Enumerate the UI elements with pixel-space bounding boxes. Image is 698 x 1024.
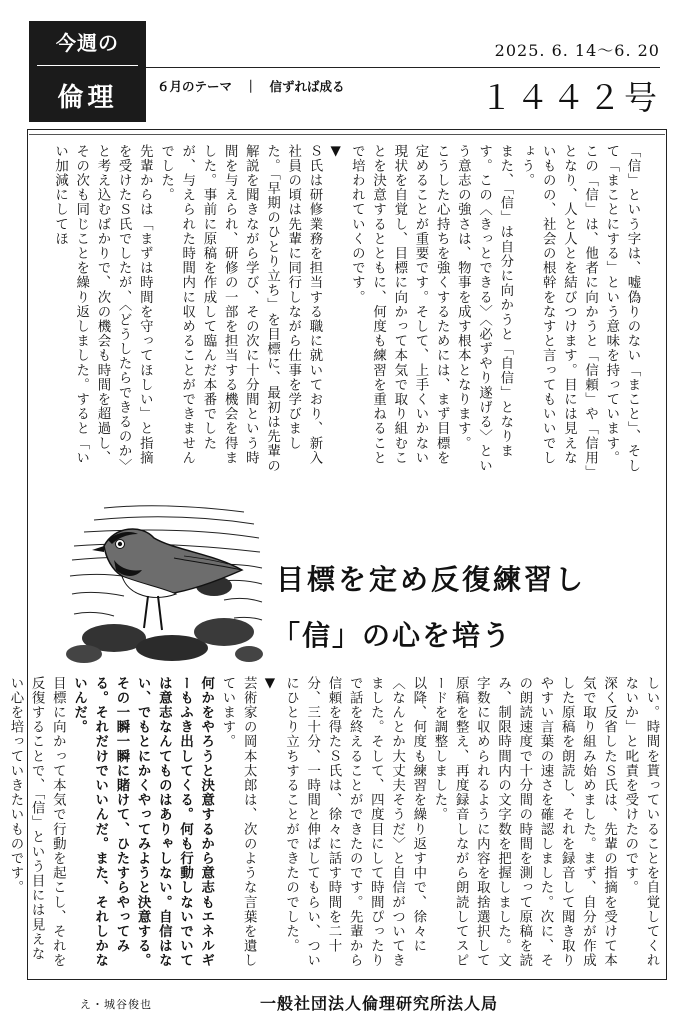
paragraph: 深く反省したＳ氏は、先輩の指摘を受けて本気で取り組み始めました。まず、自分が作成した原稿を朗読し、それを録音して聞き取りやすい言葉の速さを確認しました。次に、その朗読速度で十分間の時間を測って原稿を読み、制限時間内の文字数を把握しました。文字数に収められるように内容を取捨選択して原稿を整え、再度録音しながら朗読してスピードを調整しました。 <box>431 676 617 968</box>
section-marker: ▼ <box>328 144 344 161</box>
headline-line1: 目標を定め反復練習し <box>276 563 587 596</box>
headline <box>272 558 587 654</box>
frame-inner-rule <box>29 134 665 135</box>
publisher-name: 一般社団法人倫理研究所法人局 <box>260 994 499 1013</box>
quote-intro: 芸術家の岡本太郎は、次のような言葉を遺しています。 <box>219 676 257 968</box>
plover-bird-icon <box>92 529 242 630</box>
issue-number: １４４２号 <box>480 78 660 117</box>
date-range: 2025. 6. 14～6. 20 <box>494 41 660 60</box>
logo <box>29 21 146 122</box>
logo-line2: 倫理 <box>57 83 118 113</box>
paragraph: この「信」は、他者に向かうと「信頼」や「信用」となり、人と人とを結びつけます。目には見えないものの、社会の根幹をなすと言ってもいいでしょう。 <box>518 144 598 474</box>
paragraph: 「信」という字は、嘘偽りのない「まこと」、そして「まことにする」という意味を持っています。 <box>603 144 640 474</box>
section-marker: ▼ <box>262 676 278 693</box>
closing-paragraph: 目標に向かって本気で行動を起こし、それを反復することで、「信」という目には見えない心を培っていきたいものです。 <box>7 676 66 968</box>
paragraph: こうした心持ちを強くするためには、まず目標を定めることが重要です。そして、上手くいかない現状を自覚し、目標に向かって本気で取り組むことを決意するとともに、何度も練習を重ねることで培われていくのです。 <box>349 144 450 466</box>
monthly-theme: ６月のテーマ ｜ 信ずれば成る <box>157 79 345 94</box>
bird-illustration <box>64 498 264 666</box>
paragraph: 以降、何度も練習を繰り返す中で、徐々に〈なんとか大丈夫そうだ〉と自信がついてきました。そして、四度目にして時間ぴったりで話を終えることができたのです。先輩から信頼を得たＳ氏は、徐々に話す時間を二十分、三十分、一時間と伸ばしてもらい、ついにひとり立ちすることができたのでした。 <box>283 676 426 968</box>
article-body-bottom <box>7 676 662 971</box>
quote-okamoto-taro: 何かをやろうと決意するから意志もエネルギーもふき出してくる。何も行動しないでいては意志なんてものはありゃしない。自信はない、でもとにかくやってみようと決意する。その一瞬一瞬に賭けて、ひたすらやってみる。それだけでいいんだ。また、それしかないんだ。 <box>71 676 214 968</box>
paragraph: Ｓ氏は研修業務を担当する職に就いており、新入社員の頃は先輩に同行しながら仕事を学びました。「早期のひとり立ち」を目標に、最初は先輩の解説を聞きながら学び、その次に十分間という時間を与えられ、研修の一部を担当する機会を得ました。事前に原稿を作成して臨んだ本番でしたが、与えられた時間内に収めることができませんでした。 <box>158 144 322 474</box>
headline-line2: 「信」の心を培う <box>272 619 513 652</box>
article-body-top <box>52 144 643 474</box>
header-divider <box>146 67 660 68</box>
paragraph: しい。時間を貰っていることを自覚してくれないか」と叱責を受けたのです。 <box>622 676 659 968</box>
illustrator-credit: え・城谷俊也 <box>80 998 152 1011</box>
paragraph: また、「信」は自分に向かうと「自信」となります。この〈きっとできる〉〈必ずやり遂げる〉という意志の強さは、物事を成す根本となります。 <box>455 144 513 474</box>
paragraph: 先輩からは「まずは時間を守ってほしい」と指摘を受けたＳ氏でしたが、〈どうしたらできるのか〉と考え込むばかりで、次の機会も時間を超過し、その次も同じことを繰り返しました。すると「いい加減にしてほ <box>52 144 153 474</box>
logo-divider <box>37 65 138 66</box>
logo-line1: 今週の <box>56 31 119 55</box>
